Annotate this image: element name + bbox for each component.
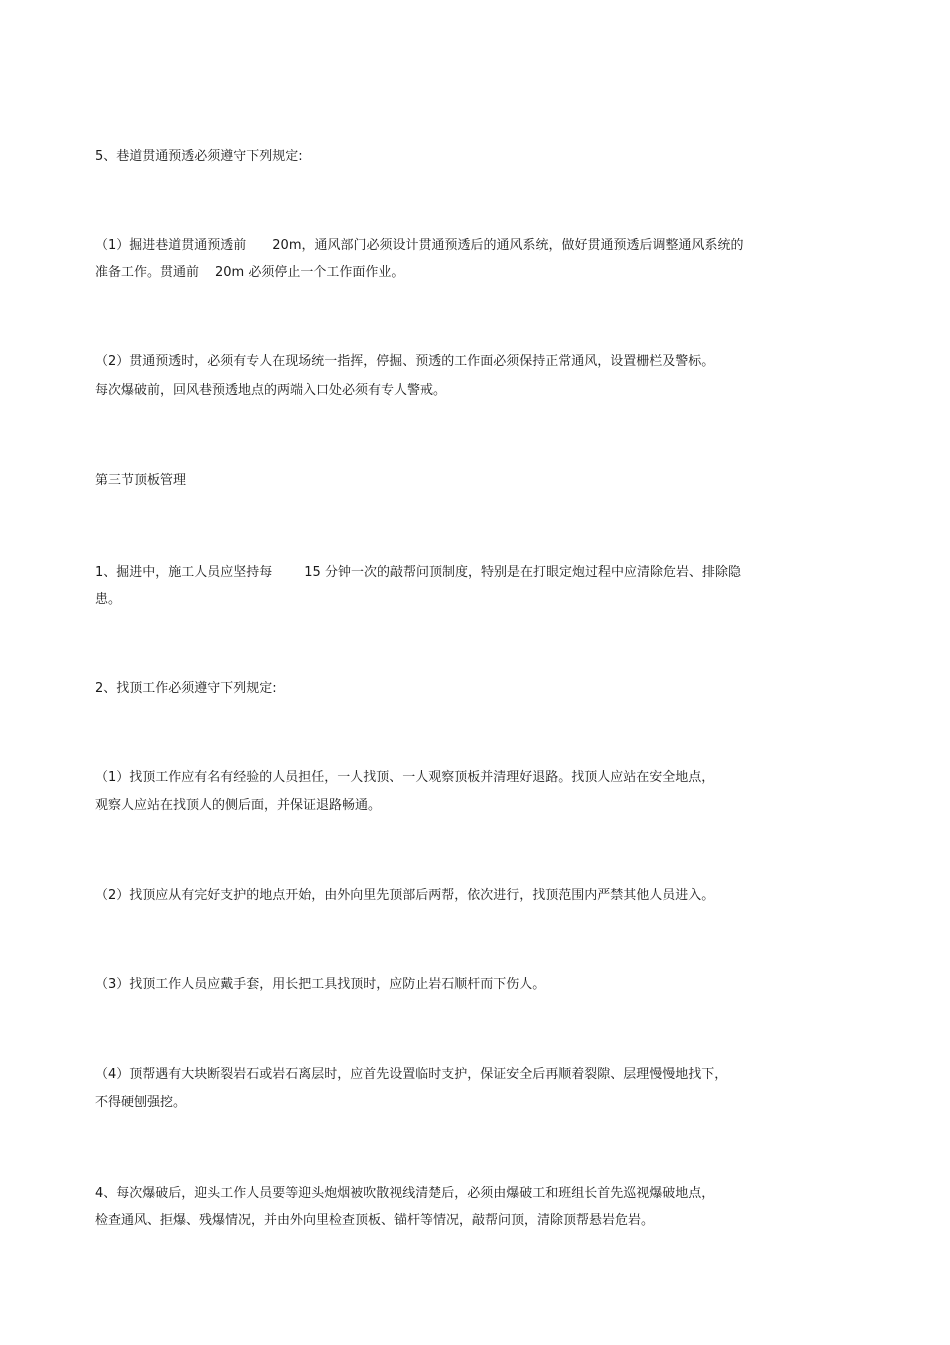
text-line: （1）找顶工作应有名有经验的人员担任，一人找顶、一人观察顶板并清理好退路。找顶人应站在安全地点， [95,770,715,785]
text-line: （4）顶帮遇有大块断裂岩石或岩石离层时，应首先设置临时支护，保证安全后再顺着裂隙、层理慢慢地找下， [95,1067,728,1082]
text-line: 15 分钟一次的敲帮问顶制度，特别是在打眼定炮过程中应清除危岩、排除隐 [304,565,741,580]
section-title [95,472,855,490]
text-line: （2）找顶应从有完好支护的地点开始，由外向里先顶部后两帮，依次进行，找顶范围内严禁其他人员进入。 [95,888,715,903]
paragraph-line [95,1212,855,1230]
paragraph-line [95,591,855,609]
paragraph-line [95,264,855,282]
text-line: 5、巷道贯通预透必须遵守下列规定: [95,149,303,164]
text-line: 2、找顶工作必须遵守下列规定: [95,681,277,696]
text-line: 1、掘进中，施工人员应坚持每 [95,565,273,580]
text-line: 20m，通风部门必须设计贯通预透后的通风系统，做好贯通预透后调整通风系统的 [272,238,744,253]
text-line: 检查通风、拒爆、残爆情况，并由外向里检查顶板、锚杆等情况，敲帮问顶，清除顶帮悬岩危岩。 [95,1213,655,1228]
text-line: 准备工作。贯通前 [95,265,200,280]
text-line: （3）找顶工作人员应戴手套，用长把工具找顶时，应防止岩石顺杆而下伤人。 [95,977,546,992]
text-line: 观察人应站在找顶人的侧后面，并保证退路畅通。 [95,798,382,813]
heading-2-rules [95,680,855,698]
text-line: 4、每次爆破后，迎头工作人员要等迎头炮烟被吹散视线清楚后，必须由爆破工和班组长首先巡视爆破地点， [95,1186,715,1201]
heading-5-rules [95,148,855,166]
text-line: 每次爆破前，回风巷预透地点的两端入口处必须有专人警戒。 [95,383,447,398]
text-line: 患。 [95,592,122,607]
paragraph-line [95,976,855,994]
paragraph-line [95,564,855,582]
paragraph-line [95,769,855,787]
paragraph-line [95,887,855,905]
paragraph-line [95,1094,855,1112]
paragraph-line [95,1066,855,1084]
text-line: 20m 必须停止一个工作面作业。 [215,265,405,280]
text-line: 第三节顶板管理 [95,473,187,488]
paragraph-line [95,353,855,371]
text-line: 不得硬刨强挖。 [95,1095,187,1110]
text-line: （2）贯通预透时，必须有专人在现场统一指挥，停掘、预透的工作面必须保持正常通风，设置栅栏及警标。 [95,354,715,369]
paragraph-line [95,382,855,400]
text-line: （1）掘进巷道贯通预透前 [95,238,247,253]
paragraph-line [95,1185,855,1203]
paragraph-line [95,237,855,255]
paragraph-line [95,797,855,815]
